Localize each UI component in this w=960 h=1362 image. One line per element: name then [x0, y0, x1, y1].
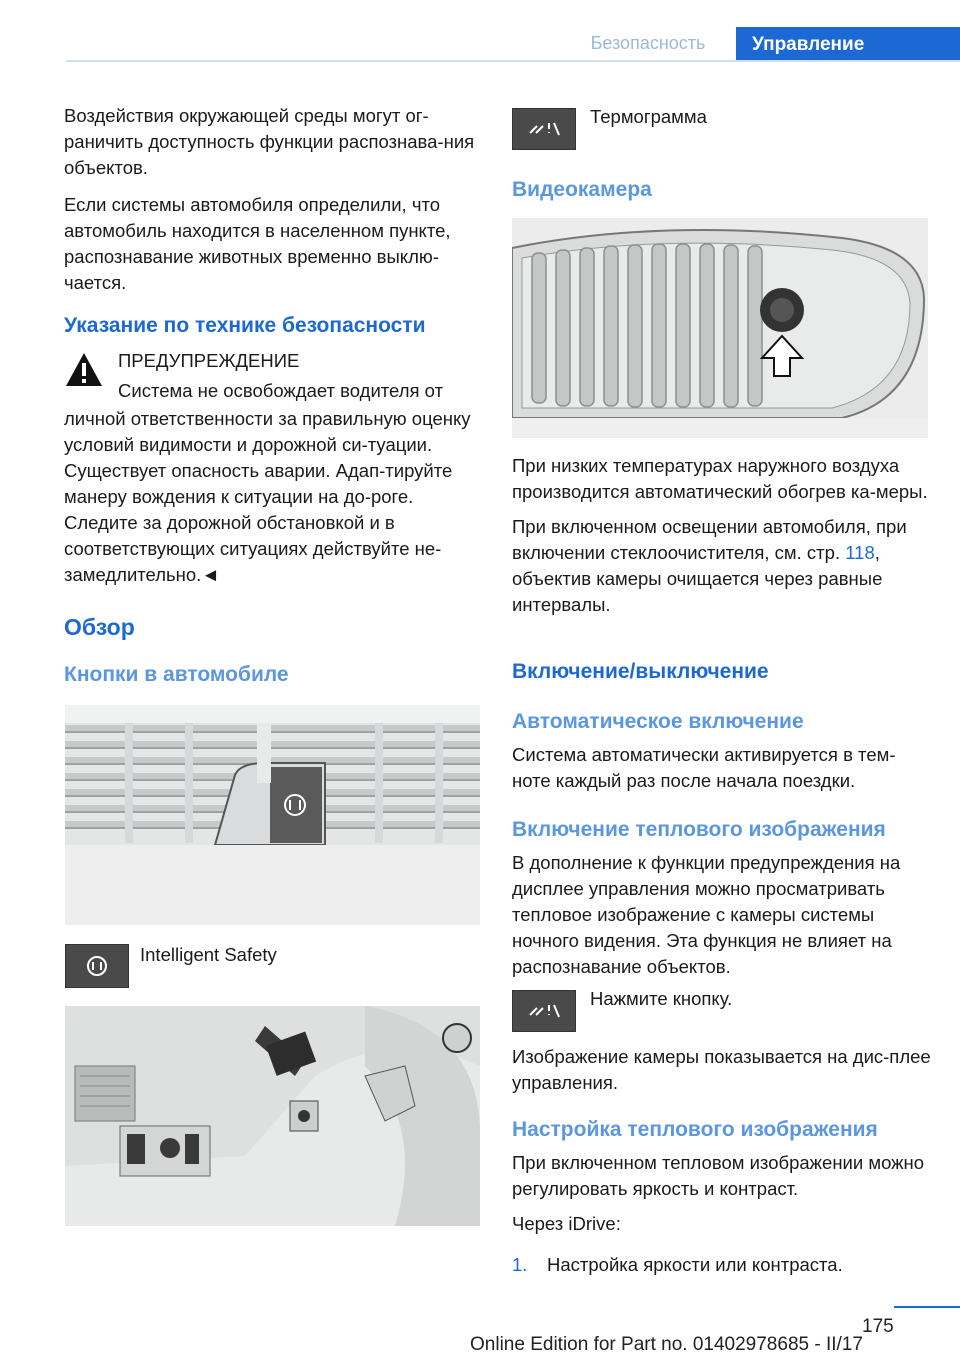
thermal-camera-button-icon [512, 108, 576, 150]
warning-text: личной ответственности за правильную оценку условий видимости и дорожной си-туации. Существует опасность аварии. Адап-тируйте манеру вождения к ситуации на до-роге. Следите за дорожной обстановкой и в соответствующих ситуациях действуйте не-замедлительно.◄ [64, 408, 471, 585]
step-number: 1. [512, 1254, 528, 1275]
edition-footer: Online Edition for Part no. 01402978685 - II/17 [470, 1334, 863, 1355]
section-heading: Указание по технике безопасности [64, 314, 426, 337]
subsection-heading: Автоматическое включение [512, 710, 804, 733]
page-number: 175 [862, 1316, 894, 1337]
footer-rule [894, 1306, 960, 1308]
auto-text-block [512, 742, 932, 794]
page-link[interactable]: 118 [845, 542, 875, 563]
steering-column-photo [65, 1006, 480, 1226]
subsection-heading: Включение теплового изображения [512, 818, 886, 841]
paragraph [512, 514, 932, 618]
warning-body [64, 406, 482, 588]
paragraph: Воздействия окружающей среды могут ог-раничить доступность функции распознава-ния объектов. [64, 105, 475, 178]
paragraph: При низких температурах наружного воздуха производится автоматический обогрев ка-меры. [512, 455, 928, 502]
paragraph: Система автоматически активируется в тем-ноте каждый раз после начала поездки. [512, 744, 896, 791]
text: При включенном освещении автомобиля, при включении стеклоочистителя, см. стр. [512, 516, 907, 563]
subsection-heading: Настройка теплового изображения [512, 1118, 878, 1141]
thermal-text-block [512, 850, 932, 980]
paragraph: В дополнение к функции предупреждения на дисплее управления можно просматривать тепловое изображение с камеры системы ночного видения. Эта функция не влияет на распознавание объектов. [512, 852, 901, 977]
display-text-block [512, 1044, 932, 1096]
press-button-text: Нажмите кнопку. [590, 988, 733, 1009]
paragraph: Изображение камеры показывается на дис-плее управления. [512, 1046, 931, 1093]
paragraph: Через iDrive: [512, 1213, 621, 1234]
paragraph: Если системы автомобиля определили, что автомобиль находится в населенном пункте, распознавание животных временно выклю-чается. [64, 194, 451, 293]
paragraph: При включенном тепловом изображении можно регулировать яркость и контраст. [512, 1152, 925, 1199]
dashboard-button-photo [65, 705, 480, 925]
thermal-camera-button-icon [512, 990, 576, 1032]
button-label: Intelligent Safety [140, 944, 277, 965]
header-tab-controls[interactable]: Управление [736, 27, 960, 62]
adjust-text-block [512, 1150, 932, 1237]
header-tab-safety[interactable]: Безопасность [590, 33, 706, 53]
left-column [64, 103, 484, 296]
header-rule [66, 60, 960, 62]
text: , объектив камеры очищается через равные интервалы. [512, 542, 883, 615]
camera-heading: Видеокамера [512, 178, 652, 201]
warning-text: Система не освобождает водителя от [118, 380, 444, 401]
section-heading: Включение/выключение [512, 660, 769, 683]
warning-title: ПРЕДУПРЕЖДЕНИЕ [118, 350, 300, 371]
thermogram-label: Термограмма [590, 106, 707, 127]
camera-grille-photo [512, 218, 928, 438]
intelligent-safety-button-icon [65, 944, 129, 988]
warning-triangle-icon [64, 350, 104, 390]
right-column-text [512, 453, 932, 618]
subsection-heading: Кнопки в автомобиле [64, 663, 289, 686]
overview-heading: Обзор [64, 614, 135, 640]
step-text: Настройка яркости или контраста. [547, 1254, 843, 1275]
